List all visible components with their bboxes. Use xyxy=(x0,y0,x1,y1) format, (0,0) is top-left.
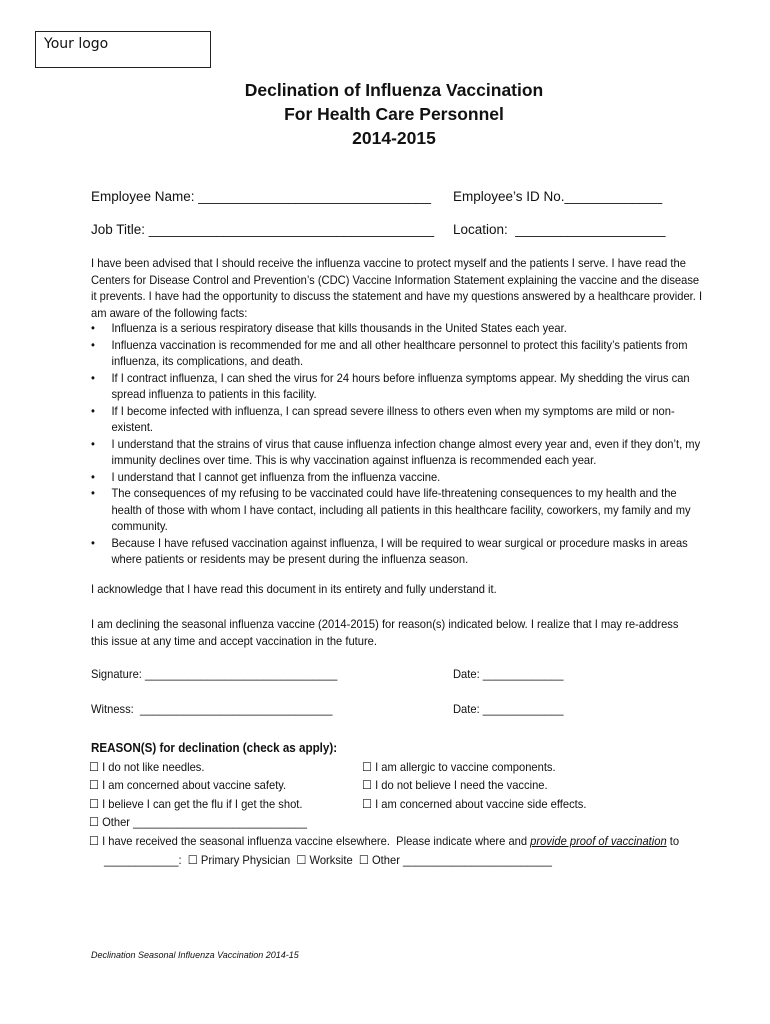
reasons-heading: REASON(S) for declination (check as apply): xyxy=(91,741,338,755)
reason-safety-checkbox[interactable]: ☐ I am concerned about vaccine safety. xyxy=(89,778,287,792)
bullet-icon: • xyxy=(91,403,95,418)
form-title: Declination of Influenza Vaccination xyxy=(244,80,544,100)
bullet-icon: • xyxy=(91,436,95,451)
logo-text: Your logo xyxy=(44,36,109,52)
witness-field[interactable]: Witness: _______________________________ xyxy=(91,702,333,716)
acknowledgement: I acknowledge that I have read this document in its entirety and fully understand it. xyxy=(91,582,497,596)
reason-not-needed-checkbox[interactable]: ☐ I do not believe I need the vaccine. xyxy=(362,778,548,792)
bullet-icon: • xyxy=(91,321,95,335)
reason-other-checkbox[interactable]: ☐ Other ____________________________ xyxy=(89,815,307,829)
declining-statement: I am declining the seasonal influenza vaccine (2014-2015) for reason(s) indicated below. I realize that I may re-address this issue at any time and accept vaccination in the future. xyxy=(91,617,679,648)
bullet-icon: • xyxy=(91,469,95,484)
location-field[interactable]: Location: ____________________ xyxy=(453,222,666,237)
employee-name-field[interactable]: Employee Name: _______________________________ xyxy=(91,189,432,204)
bullet-icon: • xyxy=(91,370,95,385)
employee-id-field[interactable]: Employee’s ID No._____________ xyxy=(453,189,663,204)
bullet-icon: • xyxy=(91,337,95,352)
vaccination-location-options[interactable]: ____________: ☐ Primary Physician ☐ Worksite ☐ Other ________________________ xyxy=(104,853,552,867)
list-item: • Because I have refused vaccination against influenza, I will be required to wear surgical or procedure masks in areas where patients or residents may be present during the influenza season. xyxy=(91,535,688,566)
reason-allergic-checkbox[interactable]: ☐ I am allergic to vaccine components. xyxy=(362,760,556,774)
signature-date-field[interactable]: Date: _____________ xyxy=(453,667,564,681)
form-subtitle: For Health Care Personnel xyxy=(284,104,504,124)
reason-elsewhere-checkbox[interactable]: ☐ I have received the seasonal influenza vaccine elsewhere. Please indicate where and provide proof of vaccination to xyxy=(89,834,680,848)
facts-list xyxy=(91,320,741,568)
list-item: • Influenza vaccination is recommended for me and all other healthcare personnel to protect this facility’s patients from influenza, its complications, and death. xyxy=(91,337,688,368)
witness-date-field[interactable]: Date: _____________ xyxy=(453,702,564,716)
list-item: • The consequences of my refusing to be vaccinated could have life-threatening consequences to my health and the health of those with whom I have contact, including all patients in this healthcare facility, coworkers, my family and my community. xyxy=(91,486,691,533)
reason-needles-checkbox[interactable]: ☐ I do not like needles. xyxy=(89,760,205,774)
footer-text: Declination Seasonal Influenza Vaccination 2014-15 xyxy=(91,950,299,960)
list-item: • I understand that I cannot get influenza from the influenza vaccine. xyxy=(91,469,441,484)
list-item: • I understand that the strains of virus that cause influenza infection change almost every year and, even if they don’t, my immunity declines over time. This is why vaccination against influenza is recommended each year. xyxy=(91,436,701,467)
proof-of-vaccination-link[interactable]: provide proof of vaccination xyxy=(530,834,667,848)
list-item: • Influenza is a serious respiratory disease that kills thousands in the United States each year. xyxy=(91,321,567,335)
logo-placeholder xyxy=(35,31,211,68)
list-item: • If I contract influenza, I can shed the virus for 24 hours before influenza symptoms appear. My shedding the virus can spread influenza to patients in this facility. xyxy=(91,370,690,401)
form-year: 2014-2015 xyxy=(352,128,436,148)
job-title-field[interactable]: Job Title: ______________________________________ xyxy=(91,222,435,237)
list-item: • If I become infected with influenza, I can spread severe illness to others even when my symptoms are mild or non-existent. xyxy=(91,403,675,434)
intro-paragraph: I have been advised that I should receive the influenza vaccine to protect myself and the patients I serve. I have read the Centers for Disease Control and Prevention’s (CDC) Vaccine Information Statement explaining the vaccine and the disease it prevents. I have had the opportunity to discuss the statement and have my questions answered by a healthcare provider. I am aware of the following facts: xyxy=(91,256,703,320)
signature-field[interactable]: Signature: _______________________________ xyxy=(91,667,338,681)
bullet-icon: • xyxy=(91,535,95,550)
reason-flu-from-shot-checkbox[interactable]: ☐ I believe I can get the flu if I get the shot. xyxy=(89,797,303,811)
reason-side-effects-checkbox[interactable]: ☐ I am concerned about vaccine side effects. xyxy=(362,797,587,811)
bullet-icon: • xyxy=(91,486,95,500)
